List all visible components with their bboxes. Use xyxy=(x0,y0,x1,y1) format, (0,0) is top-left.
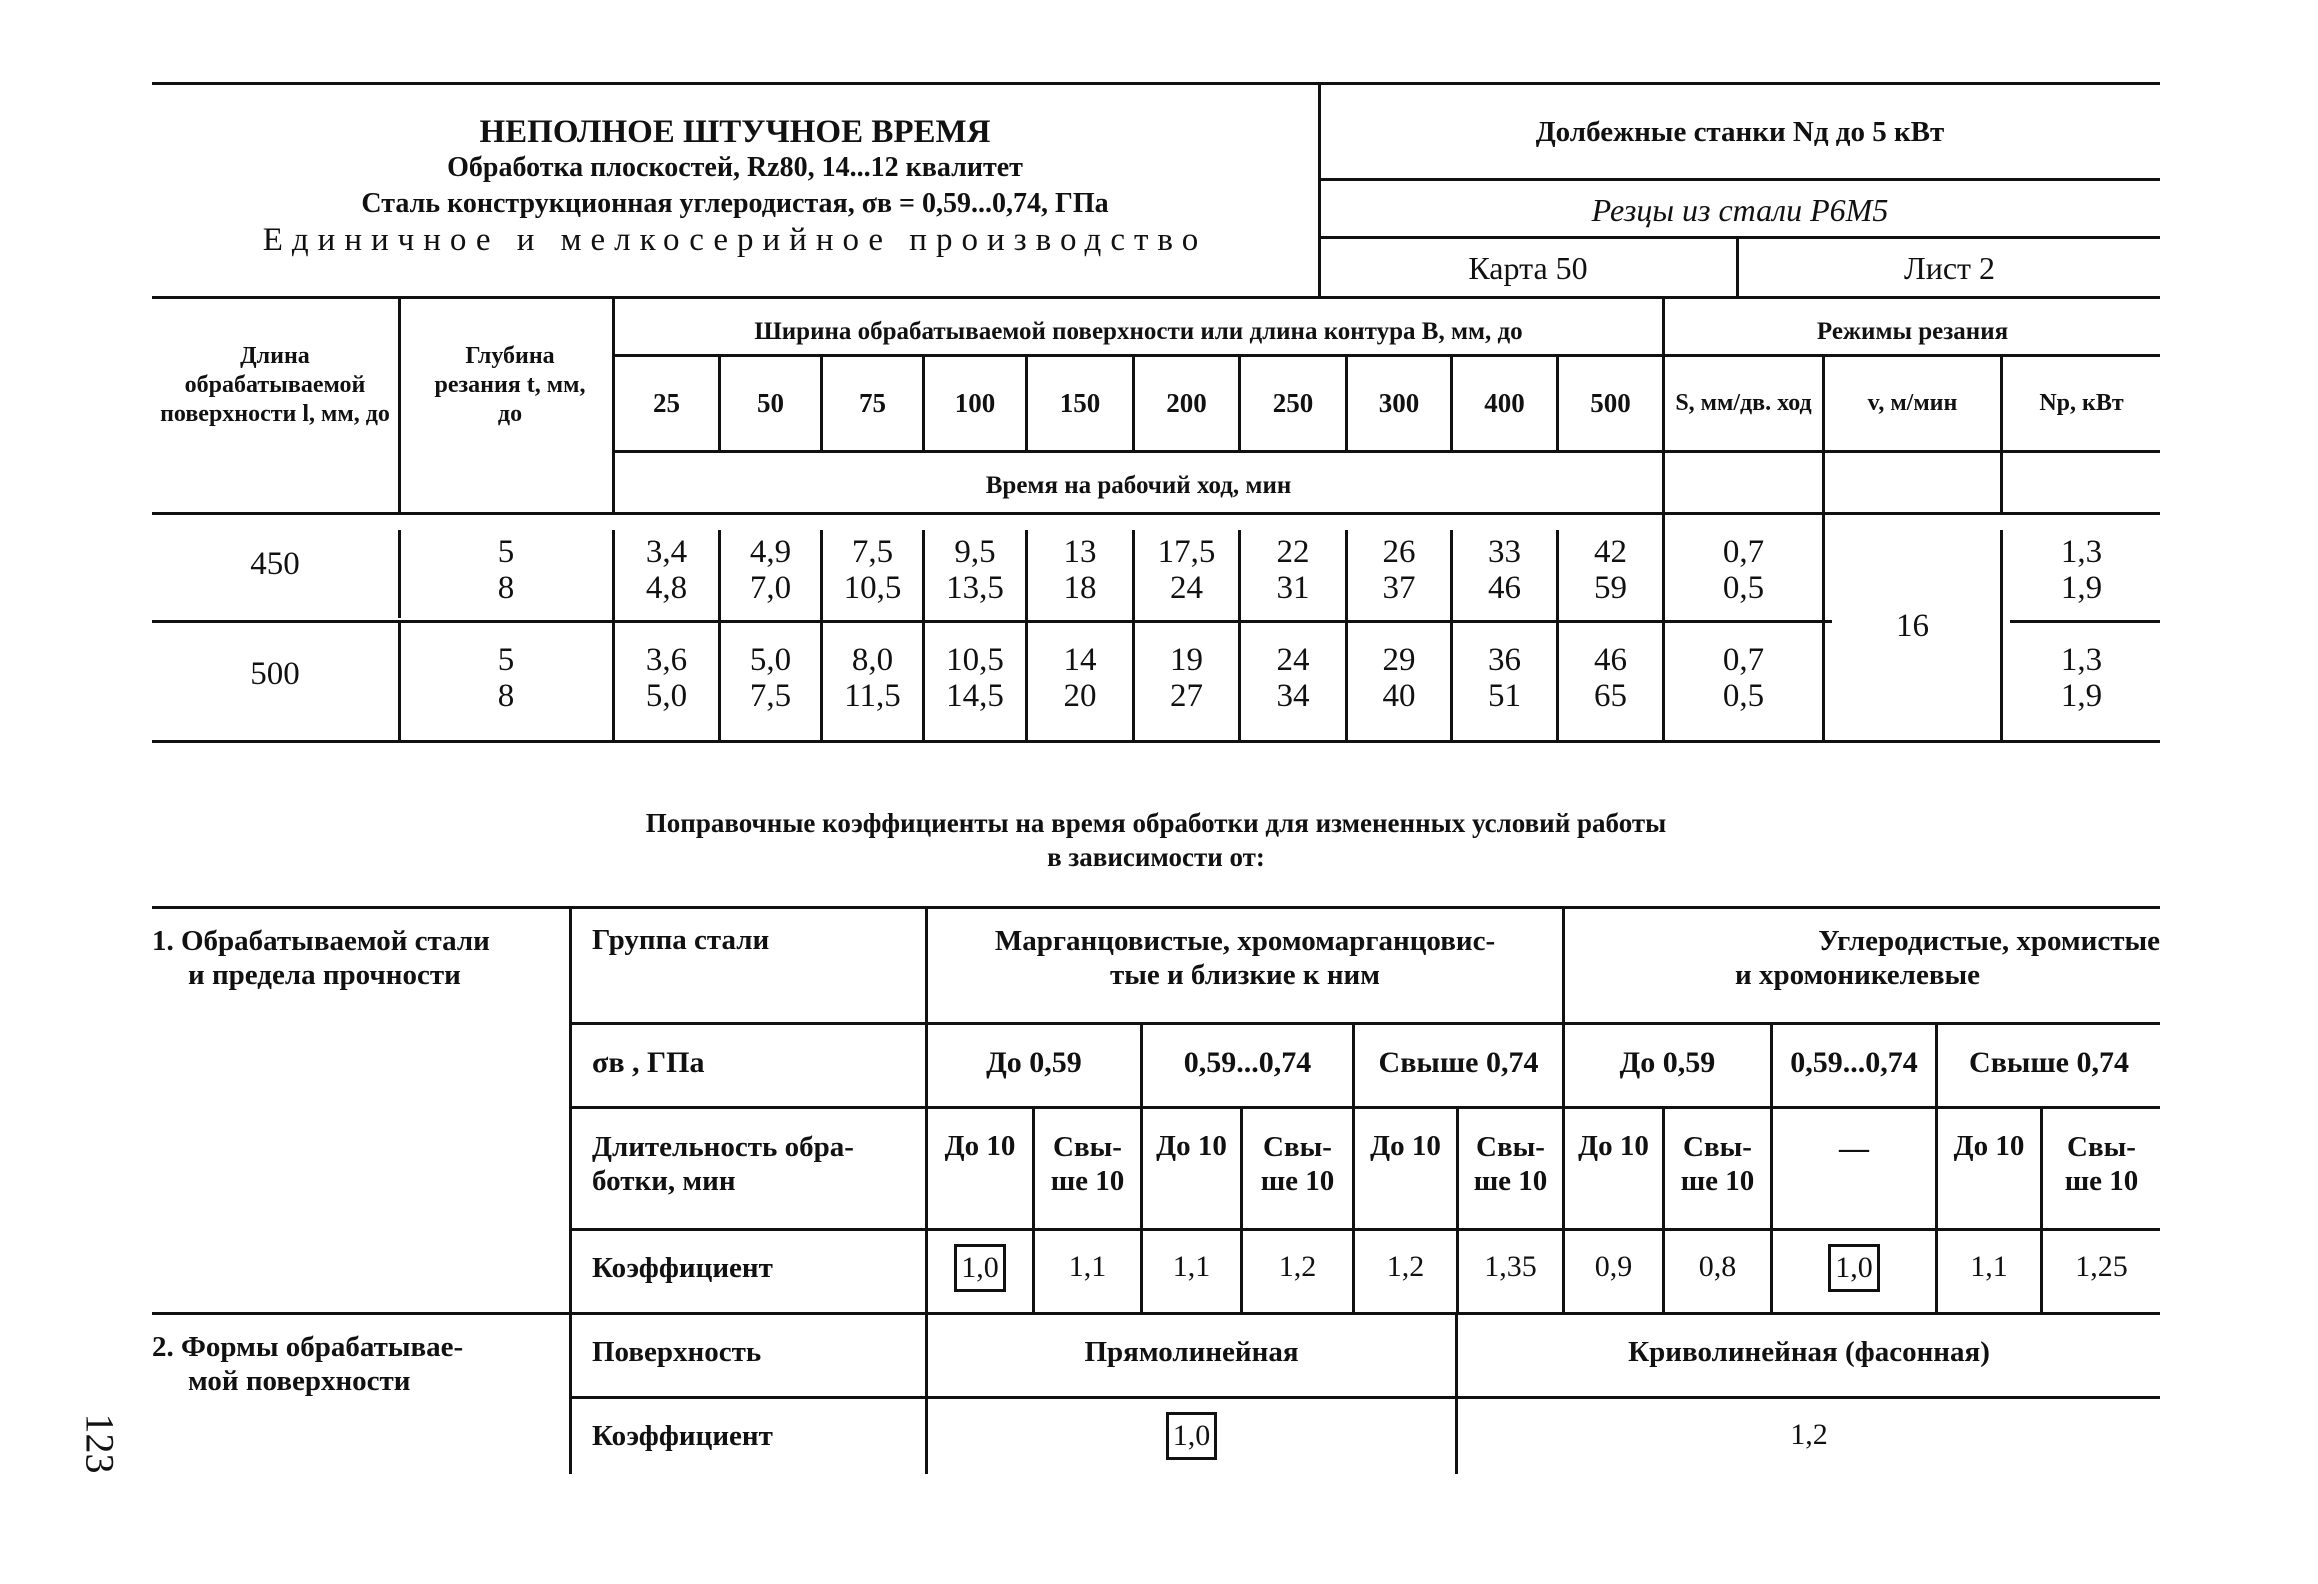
width-header: Ширина обрабатываемой поверхности или длина контура В, мм, до xyxy=(754,318,1523,345)
time-cell: 29 40 xyxy=(1382,642,1416,714)
time-cell: 42 59 xyxy=(1594,534,1627,606)
depth-cell: 5 8 xyxy=(497,534,515,606)
machines-label: Долбежные станки Nд до 5 кВт xyxy=(1535,116,1945,148)
section2-label: 2. Формы обрабатывае- мой поверхности xyxy=(152,1331,464,1397)
doc-subtitle-production: Единичное и мелкосерийное производство xyxy=(262,222,1208,258)
s-cell: 0,7 0,5 xyxy=(1722,642,1765,714)
surface-curved: Криволинейная (фасонная) xyxy=(1628,1336,1990,1368)
tools-label: Резцы из стали Р6М5 xyxy=(1591,192,1889,228)
duration-upto10: До 10 xyxy=(1370,1130,1441,1162)
col-length-header: Длина обрабатываемой поверхности l, мм, до xyxy=(160,343,390,427)
group-manganese: Марганцовистые, хромомарганцовис- тые и близкие к ним xyxy=(994,925,1496,991)
duration-upto10: До 10 xyxy=(1953,1130,2025,1162)
time-cell: 5,0 7,5 xyxy=(749,642,792,714)
duration-over10: Свы- ше 10 xyxy=(1260,1131,1335,1197)
np-cell: 1,3 1,9 xyxy=(2060,642,2103,714)
depth-cell: 5 8 xyxy=(497,642,515,714)
coef-value: 1,1 xyxy=(1970,1250,2008,1283)
coef-value: 1,35 xyxy=(1484,1250,1537,1283)
col-v-header: v, м/мин xyxy=(1867,390,1958,416)
duration-over10: Свы- ше 10 xyxy=(1680,1131,1755,1197)
coef-value: 1,1 xyxy=(1068,1250,1107,1283)
width-col-500: 500 xyxy=(1590,388,1631,418)
time-cell: 33 46 xyxy=(1488,534,1521,606)
width-col-150: 150 xyxy=(1059,388,1101,418)
width-col-75: 75 xyxy=(859,388,886,418)
doc-subtitle-material: Сталь конструкционная углеродистая, σв = 0,59...0,74, ГПа xyxy=(361,188,1109,219)
corrections-title: Поправочные коэффициенты на время обработки для измененных условий работы xyxy=(645,808,1667,838)
width-col-100: 100 xyxy=(954,388,996,418)
doc-subtitle-processing: Обработка плоскостей, Rz80, 14...12 квалитет xyxy=(447,152,1023,183)
duration-upto10: До 10 xyxy=(1156,1130,1227,1162)
s-cell: 0,7 0,5 xyxy=(1722,534,1765,606)
doc-title: НЕПОЛНОЕ ШТУЧНОЕ ВРЕМЯ xyxy=(479,114,991,150)
group-label: Группа стали xyxy=(592,924,770,956)
width-col-250: 250 xyxy=(1272,388,1314,418)
coef-value: 1,0 xyxy=(1773,1244,1935,1292)
coef-label: Коэффициент xyxy=(592,1252,773,1284)
sigma-a2: 0,59...0,74 xyxy=(1183,1046,1312,1079)
time-cell: 7,5 10,5 xyxy=(843,534,902,606)
time-cell: 36 51 xyxy=(1488,642,1521,714)
time-cell: 10,5 14,5 xyxy=(946,642,1004,714)
time-cell: 3,6 5,0 xyxy=(645,642,688,714)
time-cell: 8,0 11,5 xyxy=(844,642,901,714)
coef-value: 0,9 xyxy=(1594,1250,1633,1283)
width-col-200: 200 xyxy=(1166,388,1207,418)
coef-value: 1,2 xyxy=(1278,1250,1317,1283)
duration-over10: Свы- ше 10 xyxy=(1050,1131,1125,1197)
v-value: 16 xyxy=(1896,608,1929,644)
coef-straight: 1,0 xyxy=(928,1412,1455,1460)
time-label: Время на рабочий ход, мин xyxy=(985,472,1292,499)
width-col-300: 300 xyxy=(1378,388,1420,418)
sigma-b3: Свыше 0,74 xyxy=(1969,1046,2129,1079)
surface-label: Поверхность xyxy=(592,1336,762,1368)
duration-over10: Свы- ше 10 xyxy=(2064,1131,2139,1197)
corrections-title-cont: в зависимости от: xyxy=(1047,842,1265,872)
time-cell: 24 34 xyxy=(1276,642,1310,714)
length-450: 450 xyxy=(250,546,300,582)
duration-label: Длительность обра- ботки, мин xyxy=(592,1131,854,1197)
time-cell: 19 27 xyxy=(1170,642,1203,714)
coef-value: 1,25 xyxy=(2075,1250,2128,1283)
card-number: Карта 50 xyxy=(1468,250,1588,286)
duration-upto10: До 10 xyxy=(944,1130,1016,1162)
col-np-header: Nр, кВт xyxy=(2039,390,2124,416)
col-depth-header: Глубина резания t, мм, до xyxy=(434,343,586,427)
page-number: 123 xyxy=(77,1413,123,1474)
section1-label: 1. Обрабатываемой стали и предела прочности xyxy=(152,925,490,991)
width-col-400: 400 xyxy=(1484,388,1525,418)
time-cell: 13 18 xyxy=(1063,534,1097,606)
group-carbon: Углеродистые, хромистые и хромоникелевые xyxy=(1735,925,2160,991)
col-s-header: S, мм/дв. ход xyxy=(1675,390,1812,416)
sheet-number: Лист 2 xyxy=(1903,250,1995,286)
coef-curved: 1,2 xyxy=(1790,1418,1828,1451)
coef-label: Коэффициент xyxy=(592,1420,773,1452)
width-col-25: 25 xyxy=(653,388,680,418)
time-cell: 26 37 xyxy=(1382,534,1416,606)
sigma-a1: До 0,59 xyxy=(986,1046,1082,1079)
sigma-label: σв , ГПа xyxy=(592,1046,705,1079)
length-500: 500 xyxy=(250,656,300,692)
np-cell: 1,3 1,9 xyxy=(2060,534,2103,606)
width-col-50: 50 xyxy=(757,388,784,418)
time-cell: 9,5 13,5 xyxy=(946,534,1004,606)
coef-value: 1,1 xyxy=(1172,1250,1211,1283)
duration-dash: — xyxy=(1839,1132,1869,1165)
sigma-a3: Свыше 0,74 xyxy=(1378,1046,1539,1079)
time-cell: 22 31 xyxy=(1276,534,1310,606)
time-cell: 4,9 7,0 xyxy=(749,534,792,606)
time-cell: 46 65 xyxy=(1594,642,1627,714)
duration-over10: Свы- ше 10 xyxy=(1473,1131,1548,1197)
duration-upto10: До 10 xyxy=(1578,1130,1649,1162)
modes-header: Режимы резания xyxy=(1816,318,2009,345)
coef-value: 1,0 xyxy=(928,1244,1032,1292)
sigma-b1: До 0,59 xyxy=(1619,1046,1716,1079)
time-cell: 14 20 xyxy=(1063,642,1097,714)
surface-straight: Прямолинейная xyxy=(1084,1336,1299,1368)
coef-value: 0,8 xyxy=(1698,1250,1737,1283)
time-cell: 17,5 24 xyxy=(1157,534,1216,606)
time-cell: 3,4 4,8 xyxy=(645,534,688,606)
coef-value: 1,2 xyxy=(1386,1250,1425,1283)
sigma-b2: 0,59...0,74 xyxy=(1790,1046,1918,1079)
